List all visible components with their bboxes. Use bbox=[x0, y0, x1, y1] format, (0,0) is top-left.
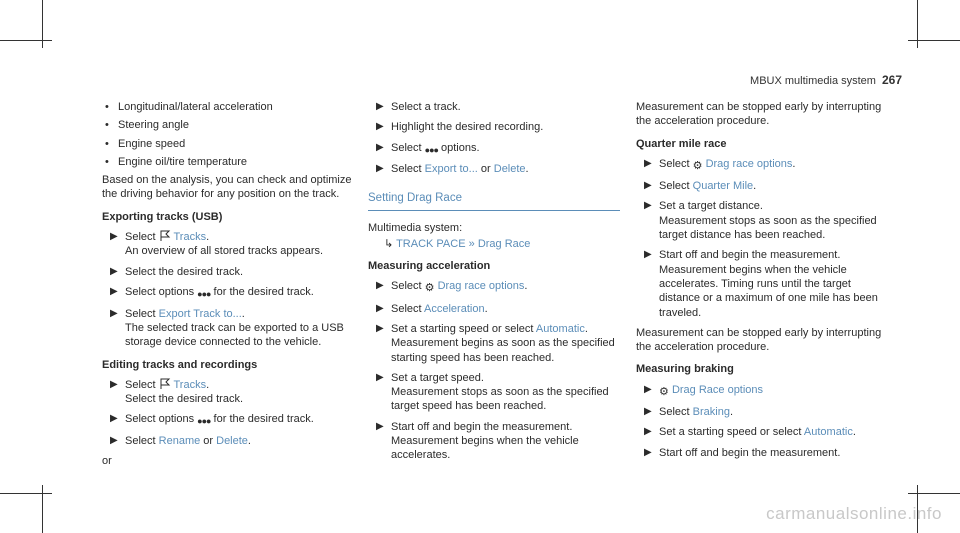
step-arrow-icon: ▶ bbox=[110, 378, 118, 390]
step: ▶ Select Tracks. Select the desired track. bbox=[102, 378, 354, 407]
crop-mark bbox=[0, 493, 52, 494]
intro-paragraph: Based on the analysis, you can check and optimize the driving behavior for any position on the track. bbox=[102, 174, 352, 201]
step-arrow-icon: ▶ bbox=[376, 280, 384, 292]
step: ▶ Highlight the desired recording. bbox=[376, 121, 544, 134]
drag-race-options-link[interactable]: Drag race options bbox=[705, 157, 793, 170]
step: ▶ Start off and begin the measurement. bbox=[644, 446, 841, 459]
step-arrow-icon: ▶ bbox=[376, 121, 384, 133]
menu-path bbox=[368, 237, 620, 251]
step: ▶ Select a track. bbox=[376, 101, 461, 113]
step-arrow-icon: ▶ bbox=[110, 231, 118, 243]
step: ▶ Select Braking. bbox=[644, 406, 733, 419]
section-heading-editing: Editing tracks and recordings bbox=[102, 358, 258, 371]
step: ▶ Select ●●● options. bbox=[376, 141, 480, 155]
step-arrow-icon: ▶ bbox=[110, 265, 118, 277]
step: ▶ Select Tracks. An overview of all stored tracks appears. bbox=[102, 230, 354, 259]
step-note: Measurement begins as soon as the specified starting speed has been reached. bbox=[391, 337, 615, 364]
settings-gear-icon: ⚙ bbox=[659, 385, 669, 398]
section-heading-braking: Measuring braking bbox=[636, 363, 734, 376]
path-track-pace[interactable]: TRACK PACE bbox=[396, 237, 466, 250]
acceleration-link[interactable]: Acceleration bbox=[424, 302, 485, 315]
section-heading-export: Exporting tracks (USB) bbox=[102, 210, 223, 223]
step-arrow-icon: ▶ bbox=[644, 157, 652, 169]
track-flag-icon bbox=[159, 230, 171, 242]
step: ▶ Select options ●●● for the desired track. bbox=[110, 285, 314, 299]
path-arrow-icon: ↳ bbox=[384, 237, 394, 250]
step: ▶ Select Quarter Mile. bbox=[644, 180, 757, 193]
column-left bbox=[102, 100, 354, 471]
section-heading-acceleration: Measuring acceleration bbox=[368, 260, 491, 273]
tracks-link[interactable]: Tracks bbox=[173, 378, 207, 391]
page-number: 267 bbox=[881, 73, 902, 87]
options-dots-icon: ●●● bbox=[197, 416, 211, 427]
path-chevron-icon: » bbox=[468, 237, 475, 250]
drag-race-options-link[interactable]: Drag Race options bbox=[671, 383, 764, 396]
step-note: The selected track can be exported to a USB storage device connected to the vehicle. bbox=[125, 321, 344, 349]
export-to-link[interactable]: Export to... bbox=[424, 163, 478, 176]
quarter-mile-link[interactable]: Quarter Mile bbox=[692, 180, 754, 193]
step: ▶ Select Acceleration. bbox=[376, 302, 488, 315]
step: ▶ Set a starting speed or select Automatic. bbox=[644, 426, 856, 439]
step-note: An overview of all stored tracks appears. bbox=[125, 245, 324, 258]
running-head bbox=[732, 73, 902, 89]
list-item: • Steering angle bbox=[102, 118, 354, 132]
step-arrow-icon: ▶ bbox=[644, 446, 652, 458]
step-arrow-icon: ▶ bbox=[110, 413, 118, 425]
section-heading-quarter-mile: Quarter mile race bbox=[636, 137, 727, 150]
system-label: Multimedia system: bbox=[368, 221, 463, 234]
step: ▶ Start off and begin the measurement. Measurement begins when the vehicle accelerates. Timing runs until the target distance or a maximum of one mile has been traveled. bbox=[636, 248, 888, 319]
running-head-title: MBUX multimedia system bbox=[750, 75, 876, 87]
automatic-link[interactable]: Automatic bbox=[803, 426, 853, 439]
step-arrow-icon: ▶ bbox=[110, 285, 118, 297]
settings-gear-icon: ⚙ bbox=[692, 159, 703, 172]
intro-paragraph: Measurement can be stopped early by interrupting the acceleration procedure. bbox=[636, 101, 882, 128]
path-drag-race[interactable]: Drag Race bbox=[477, 237, 531, 250]
automatic-link[interactable]: Automatic bbox=[535, 323, 585, 335]
column-right bbox=[636, 100, 888, 466]
step-arrow-icon: ▶ bbox=[376, 371, 384, 383]
step: ▶ Select Export to... or Delete. bbox=[376, 163, 529, 176]
step-arrow-icon: ▶ bbox=[376, 302, 384, 314]
step: ▶ Select ⚙ Drag race options. bbox=[376, 280, 528, 295]
step: ▶ Set a target speed. Measurement stops as soon as the specified target speed has been reached. bbox=[368, 371, 620, 414]
step-arrow-icon: ▶ bbox=[110, 307, 118, 319]
step-note: Measurement stops as soon as the specified target distance has been reached. bbox=[659, 214, 877, 242]
step-arrow-icon: ▶ bbox=[110, 435, 118, 447]
drag-race-options-link[interactable]: Drag race options bbox=[437, 280, 525, 293]
step bbox=[636, 383, 888, 399]
list-item: • Engine speed bbox=[102, 137, 354, 151]
step: ▶ Select Export Track to.... The selected track can be exported to a USB storage device connected to the vehicle. bbox=[102, 307, 354, 350]
tracks-link[interactable]: Tracks bbox=[173, 231, 207, 244]
options-dots-icon: ●●● bbox=[197, 288, 211, 299]
crop-mark bbox=[908, 493, 960, 494]
step: ▶ Select options ●●● for the desired track. bbox=[110, 413, 314, 427]
step-note: Select the desired track. bbox=[125, 393, 244, 406]
step: ▶ Select ⚙ Drag race options. bbox=[644, 157, 796, 172]
step: ▶ Set a starting speed or select Automatic. Measurement begins as soon as the specified starting speed has been reached. bbox=[368, 322, 620, 365]
export-track-link[interactable]: Export Track to... bbox=[158, 307, 242, 320]
step-arrow-icon: ▶ bbox=[376, 323, 384, 334]
step-arrow-icon: ▶ bbox=[644, 426, 652, 438]
step-arrow-icon: ▶ bbox=[644, 180, 652, 192]
step-arrow-icon: ▶ bbox=[644, 249, 652, 261]
step-arrow-icon: ▶ bbox=[376, 101, 384, 112]
step-note: Measurement begins when the vehicle accelerates. Timing runs until the target distance or a maximum of one mile has been traveled. bbox=[659, 263, 878, 319]
braking-link[interactable]: Braking bbox=[692, 406, 730, 419]
column-middle bbox=[368, 100, 620, 469]
delete-link[interactable]: Delete bbox=[493, 163, 526, 176]
watermark: carmanualsonline.info bbox=[766, 503, 942, 523]
step: ▶ Set a target distance. Measurement stops as soon as the specified target distance has been reached. bbox=[636, 199, 888, 242]
section-title-drag-race: Setting Drag Race bbox=[368, 191, 620, 211]
step: ▶ Start off and begin the measurement. Measurement begins when the vehicle accelerates. bbox=[368, 420, 620, 463]
options-dots-icon: ●●● bbox=[424, 144, 438, 155]
step: ▶ Select Rename or Delete. bbox=[110, 435, 251, 448]
step-arrow-icon: ▶ bbox=[644, 200, 652, 212]
step-note: Measurement begins when the vehicle accelerates. bbox=[391, 435, 579, 462]
list-item: • Engine oil/tire temperature bbox=[102, 155, 354, 169]
track-flag-icon bbox=[159, 378, 171, 390]
step-arrow-icon: ▶ bbox=[644, 383, 652, 395]
step-arrow-icon: ▶ bbox=[644, 406, 652, 418]
list-item: • Longitudinal/lateral acceleration bbox=[102, 100, 354, 114]
crop-mark bbox=[908, 40, 960, 41]
step: ▶ Select the desired track. bbox=[110, 265, 244, 278]
or-text: or bbox=[102, 455, 112, 468]
settings-gear-icon: ⚙ bbox=[424, 282, 435, 295]
step-note: Measurement stops as soon as the specified target speed has been reached. bbox=[391, 386, 609, 413]
rename-link[interactable]: Rename bbox=[158, 435, 201, 448]
delete-link[interactable]: Delete bbox=[216, 435, 248, 448]
crop-mark bbox=[0, 40, 52, 41]
outro-paragraph: Measurement can be stopped early by interrupting the acceleration procedure. bbox=[636, 326, 882, 354]
step-arrow-icon: ▶ bbox=[376, 163, 384, 175]
step-arrow-icon: ▶ bbox=[376, 141, 384, 153]
step-arrow-icon: ▶ bbox=[376, 420, 384, 432]
